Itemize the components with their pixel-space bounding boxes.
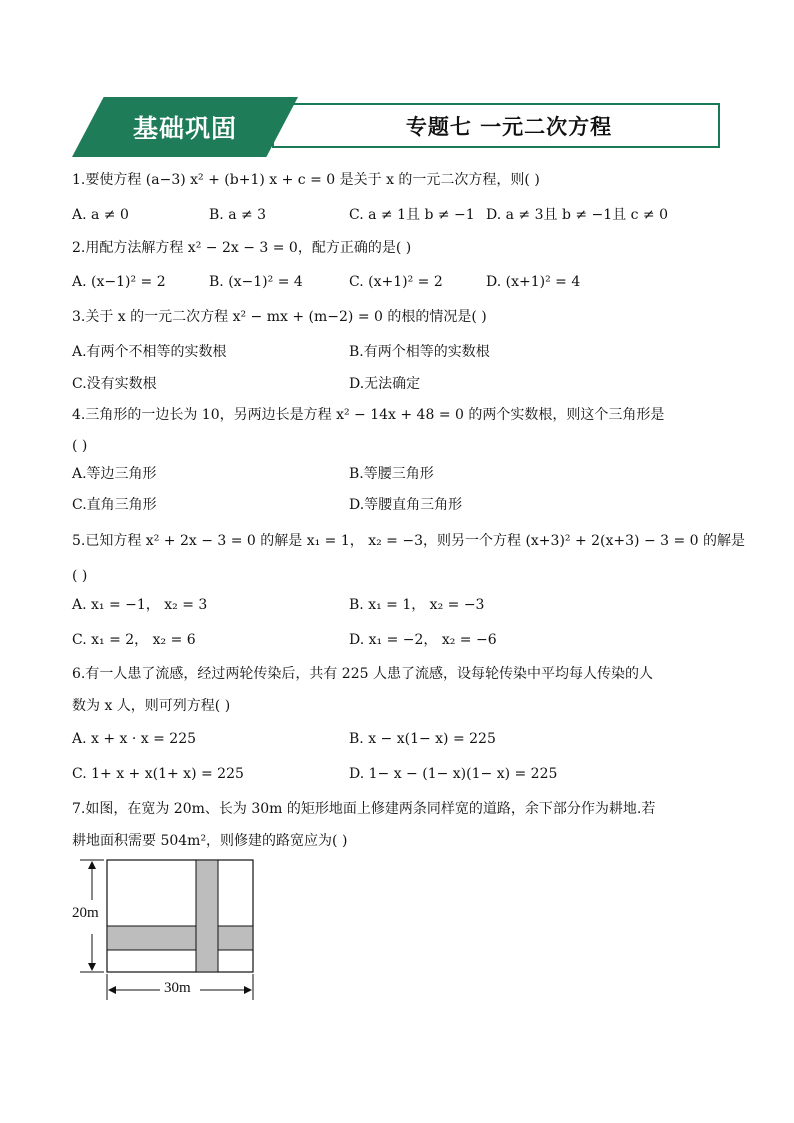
- q4-option-b: B.等腰三角形: [349, 466, 434, 482]
- q5-option-d: D. x₁ = −2， x₂ = −6: [349, 632, 497, 648]
- question-5-stem: 5.已知方程 x² + 2x − 3 = 0 的解是 x₁ = 1， x₂ = −3，则另一个方程 (x+3)² + 2(x+3) − 3 = 0 的解是: [72, 533, 746, 549]
- question-5-stem-cont: ( ): [72, 568, 88, 584]
- q5-option-a: A. x₁ = −1， x₂ = 3: [72, 597, 208, 613]
- question-7-stem: 7.如图，在宽为 20m、长为 30m 的矩形地面上修建两条同样宽的道路，余下部分作为耕地.若: [72, 801, 656, 817]
- question-2-stem: 2.用配方法解方程 x² − 2x − 3 = 0，配方正确的是( ): [72, 240, 412, 256]
- q5-option-c: C. x₁ = 2， x₂ = 6: [72, 632, 196, 648]
- q6-option-a: A. x + x · x = 225: [72, 731, 197, 747]
- question-1-stem: 1.要使方程 (a−3) x² + (b+1) x + c = 0 是关于 x 的一元二次方程，则( ): [72, 172, 540, 188]
- q2-option-c: C. (x+1)² = 2: [349, 274, 443, 290]
- q6-option-c: C. 1+ x + x(1+ x) = 225: [72, 766, 244, 782]
- q1-option-a: A. a ≠ 0: [72, 207, 129, 223]
- q5-option-b: B. x₁ = 1， x₂ = −3: [349, 597, 485, 613]
- horizontal-road: [107, 926, 253, 950]
- section-banner: [72, 97, 722, 157]
- q1-option-c: C. a ≠ 1且 b ≠ −1: [349, 207, 475, 223]
- q4-option-a: A.等边三角形: [72, 466, 157, 482]
- question-6-stem: 6.有一人患了流感，经过两轮传染后，共有 225 人患了流感，设每轮传染中平均每人传染的人: [72, 666, 653, 682]
- banner-tab-label: 基础巩固: [132, 114, 237, 143]
- question-7-stem-cont: 耕地面积需要 504m²，则修建的路宽应为( ): [72, 833, 348, 849]
- question-6-stem-cont: 数为 x 人，则可列方程( ): [72, 698, 231, 714]
- q4-option-d: D.等腰直角三角形: [349, 497, 463, 513]
- question-3-stem: 3.关于 x 的一元二次方程 x² − mx + (m−2) = 0 的根的情况是( ): [72, 309, 487, 325]
- q1-option-d: D. a ≠ 3且 b ≠ −1且 c ≠ 0: [486, 207, 669, 223]
- page-title: 专题七 一元二次方程: [405, 114, 613, 139]
- road-diagram: [66, 856, 266, 1008]
- width-label: 20m: [72, 905, 99, 921]
- q3-option-a: A.有两个不相等的实数根: [72, 344, 227, 360]
- q6-option-b: B. x − x(1− x) = 225: [349, 731, 496, 747]
- q3-option-b: B.有两个相等的实数根: [349, 344, 490, 360]
- q2-option-b: B. (x−1)² = 4: [209, 274, 303, 290]
- q3-option-c: C.没有实数根: [72, 376, 157, 392]
- q2-option-d: D. (x+1)² = 4: [486, 274, 581, 290]
- q4-option-c: C.直角三角形: [72, 497, 157, 513]
- length-label: 30m: [164, 980, 191, 996]
- q3-option-d: D.无法确定: [349, 376, 421, 392]
- vertical-road: [196, 860, 218, 972]
- q6-option-d: D. 1− x − (1− x)(1− x) = 225: [349, 766, 558, 782]
- question-4-stem-cont: ( ): [72, 438, 88, 454]
- question-4-stem: 4.三角形的一边长为 10，另两边长是方程 x² − 14x + 48 = 0 的两个实数根，则这个三角形是: [72, 407, 665, 423]
- q2-option-a: A. (x−1)² = 2: [72, 274, 166, 290]
- q1-option-b: B. a ≠ 3: [209, 207, 267, 223]
- field-rectangle: [107, 860, 253, 972]
